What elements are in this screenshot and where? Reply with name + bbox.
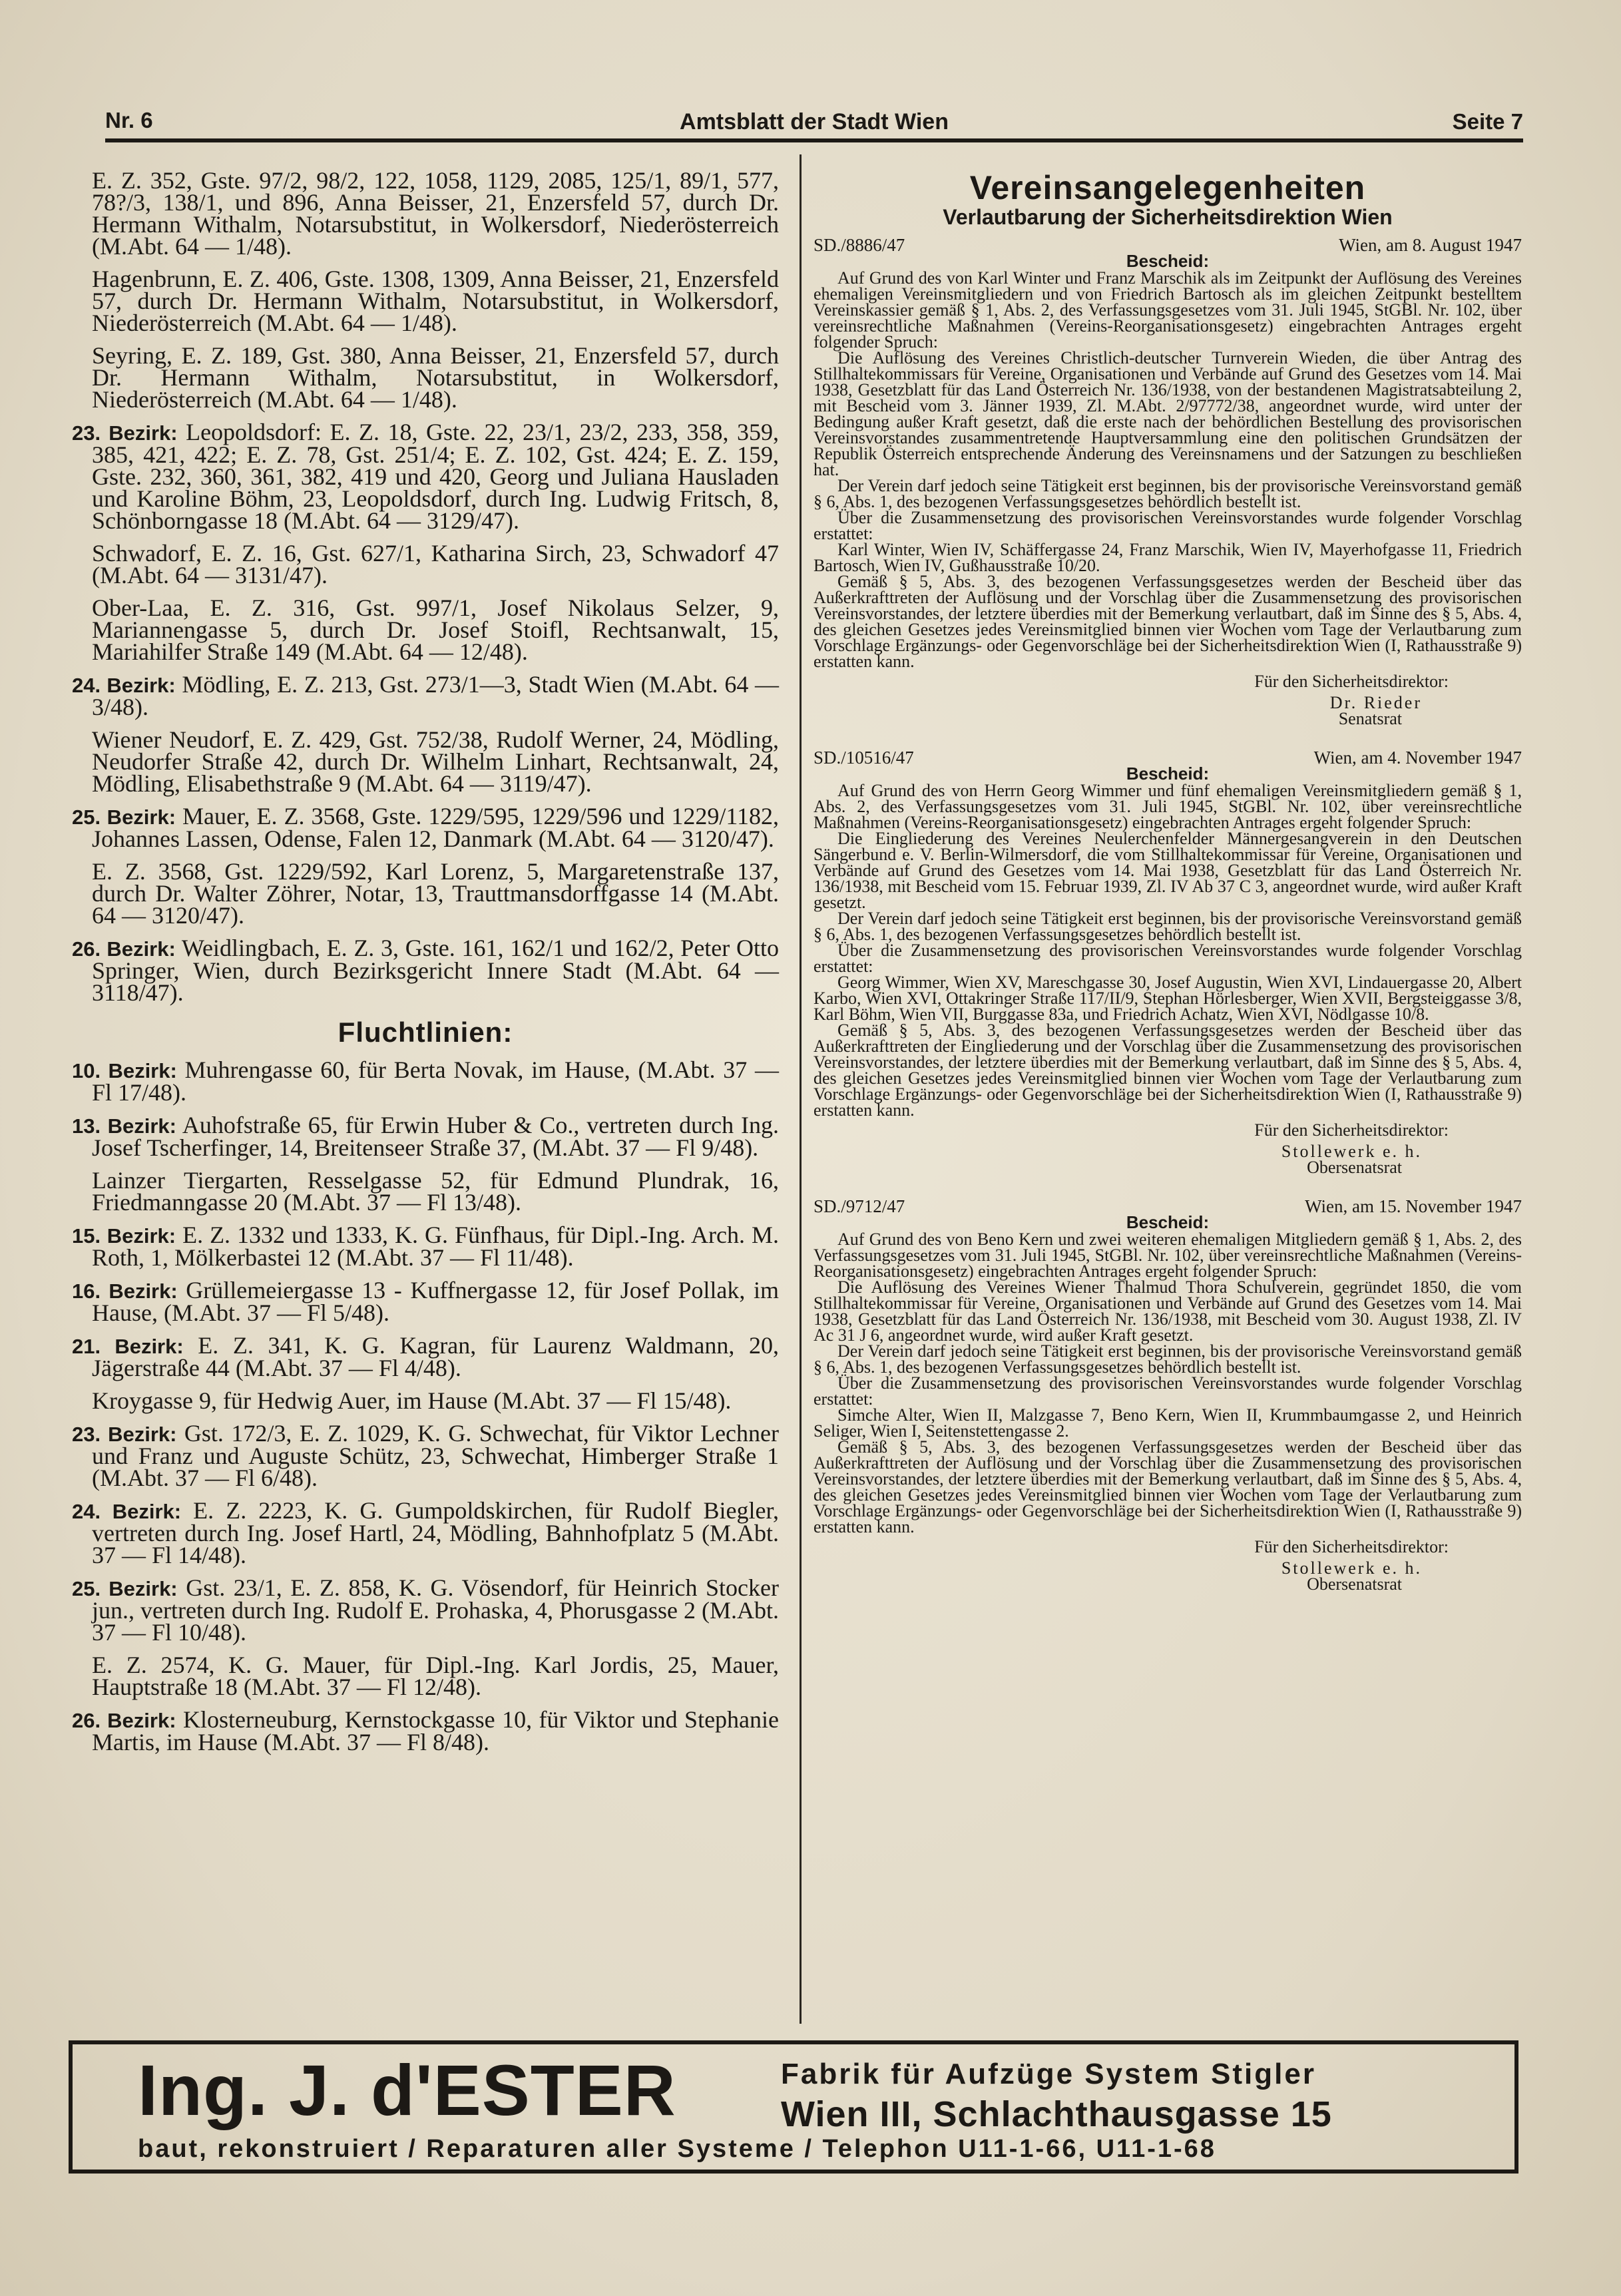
entry-text: Schwadorf, E. Z. 16, Gst. 627/1, Katharina Sirch, 23, Schwadorf 47 (M.Abt. 64 — 3131/47).	[92, 540, 779, 588]
list-item	[72, 1224, 779, 1269]
signature-rank: Senatsrat	[1338, 709, 1402, 728]
bezirk-label: 26. Bezirk:	[72, 1709, 176, 1732]
section-subheading: Verlautbarung der Sicherheitsdirektion Wien	[943, 205, 1393, 229]
notice-bescheid-label: Bescheid:	[1126, 251, 1210, 271]
column-divider	[800, 154, 802, 2024]
bezirk-label: 25. Bezirk:	[72, 1577, 178, 1600]
entry-text: E. Z. 3568, Gst. 1229/592, Karl Lorenz, 5, Margaretenstraße 137, durch Dr. Walter Zöhrer, Notar, 13, Trauttmansdorffgasse 14 (M.Abt. 64 — 3120/47).	[92, 858, 779, 929]
notice-blocks	[813, 237, 1522, 1592]
entry-text: Muhrengasse 60, für Berta Novak, im Hause, (M.Abt. 37 — Fl 17/48).	[92, 1056, 779, 1106]
signature-line: Für den Sicherheitsdirektor:	[1254, 672, 1449, 691]
notice-paragraph: Über die Zusammensetzung des provisorischen Vereinsvorstandes wurde folgender Vorschlag erstattet:	[813, 941, 1522, 976]
list-item	[72, 1497, 779, 1568]
bezirk-label: 16. Bezirk:	[72, 1279, 178, 1303]
entry-text: Gst. 172/3, E. Z. 1029, K. G. Schwechat, für Viktor Lechner und Franz und Auguste Schütz, 23, Schwechat, Himberger Straße 1 (M.Abt. 37 — Fl 6/48).	[92, 1420, 780, 1491]
bezirk-label: 24. Bezirk:	[72, 1500, 182, 1523]
issue-number: Nr. 6	[105, 108, 153, 132]
list-item	[72, 1654, 779, 1698]
notice-paragraph: Karl Winter, Wien IV, Schäffergasse 24, Franz Marschik, Wien IV, Mayerhofgasse 11, Friedrich Bartosch, Wien IV, Gußhausstraße 10/20.	[813, 540, 1522, 575]
entry-text: Mauer, E. Z. 3568, Gste. 1229/595, 1229/596 und 1229/1182, Johannes Lassen, Odense, Falen 12, Danmark (M.Abt. 64 — 3120/47).	[92, 803, 780, 852]
entry-text: Wiener Neudorf, E. Z. 429, Gst. 752/38, Rudolf Werner, 24, Mödling, Neudorfer Straße 42, durch Dr. Wilhelm Linhart, Rechtsanwalt, 24, Mödling, Elisabethstraße 9 (M.Abt. 64 — 3119/47).	[92, 726, 779, 797]
signature-name: Stollewerk e. h.	[1281, 1558, 1422, 1578]
advertisement	[69, 2040, 1518, 2174]
entry-text: Lainzer Tiergarten, Resselgasse 52, für Edmund Plundrak, 16, Friedmanngasse 20 (M.Abt. 37 — Fl 13/48).	[92, 1167, 779, 1216]
bezirk-label: 15. Bezirk:	[72, 1224, 176, 1248]
notice-paragraph: Auf Grund des von Karl Winter und Franz Marschik als im Zeitpunkt der Auflösung des Vereines ehemaligen Vereinsmitgliedern und von Friedrich Bartosch als im gleichen Zeitpunkt bestelltem Vereinskassier gemäß § 1, Abs. 2, des Verfassungsgesetzes vom 31. Juli 1945, StGBl. Nr. 102, über vereinsrechtliche Maßnahmen (Vereins-Reorganisationsgesetz) eingebrachten Antrages ergeht folgender Spruch:	[813, 268, 1522, 351]
entry-text: E. Z. 2574, K. G. Mauer, für Dipl.-Ing. Karl Jordis, 25, Mauer, Hauptstraße 18 (M.Abt. 37 — Fl 12/48).	[92, 1652, 779, 1700]
notice-date: Wien, am 4. November 1947	[1313, 748, 1522, 768]
notice-paragraph: Gemäß § 5, Abs. 3, des bezogenen Verfassungsgesetzes werden der Bescheid über das Außerkrafttreten der Eingliederung und der Vorschlag über die Zusammensetzung des provisorischen Vereinsvorstandes, der letztere überdies mit der Bemerkung verlautbart, daß im Sinne des § 5, Abs. 4, des gleichen Gesetzes jedes Vereinsmitglied binnen vier Wochen vom Tage der Verlautbarung zum Vorschlage Ergänzungs- oder Gegenvorschläge bei der Sicherheitsdirektion Wien (I, Rathausstraße 9) erstatten kann.	[813, 1021, 1522, 1120]
signature-line: Für den Sicherheitsdirektor:	[1254, 1537, 1449, 1556]
notice-paragraph: Die Eingliederung des Vereines Neulerchenfelder Männergesangverein in den Deutschen Sängerbund e. V. Berlin-Wilmersdorf, die vom Stillhaltekommissar für Vereine, Organisationen und Verbände auf Grund des Gesetzes vom 14. Mai 1938, Gesetzblatt für das Land Österreich Nr. 136/1938, mit Bescheid vom 15. Februar 1939, Zl. IV Ab 37 C 3, angeordnet wurde, wird außer Kraft gesetzt.	[813, 829, 1522, 912]
list-item	[72, 1332, 779, 1381]
notice-paragraph: Der Verein darf jedoch seine Tätigkeit erst beginnen, bis der provisorische Vereinsvorstand gemäß § 6, Abs. 1, des bezogenen Verfassungsgesetzes behördlich bestellt ist.	[813, 1341, 1522, 1377]
entry-text: Seyring, E. Z. 189, Gst. 380, Anna Beisser, 21, Enzersfeld 57, durch Dr. Hermann Withalm, Notarsubstitut, in Wolkersdorf, Niederösterreich (M.Abt. 64 — 1/48).	[92, 342, 779, 413]
left-column	[72, 167, 780, 1764]
notice-ref-number: SD./9712/47	[813, 1196, 905, 1216]
list-item	[72, 1706, 780, 1755]
notice-bescheid-label: Bescheid:	[1126, 764, 1210, 784]
list-item	[72, 421, 779, 532]
entry-text: Weidlingbach, E. Z. 3, Gste. 161, 162/1 und 162/2, Peter Otto Springer, Wien, durch Bezirksgericht Innere Stadt (M.Abt. 64 — 3118/47).	[92, 935, 779, 1006]
notice-paragraph: Die Auflösung des Vereines Christlich-deutscher Turnverein Wieden, die über Antrag des Stillhaltekommissars für Vereine, Organisationen und Verbände auf Grund des Gesetzes vom 14. Mai 1938, Gesetzblatt für das Land Österreich Nr. 136/1938, von der bestandenen Magistratsabteilung 2, mit Bescheid vom 3. Jänner 1939, Zl. M.Abt. 2/97772/38, angeordnet wurde, wird unter der Bedingung außer Kraft gesetzt, daß die erste nach der behördlichen Bestellung des provisorischen Vereinsvorstandes zusammentretende Hauptversammlung eine den politischen Grundsätzen der Republik Österreich entsprechende Änderung des Vereinsnamens und der Satzungen zu beschließen hat.	[813, 348, 1522, 479]
notice-paragraph: Über die Zusammensetzung des provisorischen Vereinsvorstandes wurde folgender Vorschlag erstattet:	[813, 1373, 1522, 1409]
ad-line-services: baut, rekonstruiert / Reparaturen aller Systeme / Telephon U11-1-66, U11-1-68	[138, 2135, 1216, 2163]
bezirk-label: 21. Bezirk:	[72, 1335, 184, 1358]
property-entries	[72, 167, 780, 1006]
entry-text: E. Z. 341, K. G. Kagran, für Laurenz Waldmann, 20, Jägerstraße 44 (M.Abt. 37 — Fl 4/48).	[92, 1332, 779, 1381]
list-item	[72, 342, 779, 413]
notice-paragraph: Georg Wimmer, Wien XV, Mareschgasse 30, Josef Augustin, Wien XVI, Lindauergasse 20, Albert Karbo, Wien XVI, Ottakringer Straße 117/II/9, Stephan Hörlesberger, Wien XVII, Bergsteiggasse 3/8, Karl Böhm, Wien VII, Burggasse 83a, und Friedrich Achatz, Wien XVI, Nödlgasse 10/8.	[813, 973, 1522, 1024]
entry-text: Hagenbrunn, E. Z. 406, Gste. 1308, 1309, Anna Beisser, 21, Enzersfeld 57, durch Dr. Hermann Withalm, Notarsubstitut, in Wolkersdorf, Niederösterreich (M.Abt. 64 — 1/48).	[92, 266, 779, 336]
entry-text: Klosterneuburg, Kernstockgasse 10, für Viktor und Stephanie Martis, im Hause (M.Abt. 37 — Fl 8/48).	[92, 1706, 780, 1755]
notice-date: Wien, am 8. August 1947	[1339, 235, 1522, 255]
list-item	[72, 268, 779, 334]
signature-rank: Obersenatsrat	[1307, 1158, 1402, 1177]
publication-title: Amtsblatt der Stadt Wien	[680, 109, 949, 134]
notice-block	[813, 1198, 1522, 1592]
list-item	[72, 167, 779, 260]
bezirk-label: 10. Bezirk:	[72, 1059, 177, 1082]
notice-block	[813, 237, 1522, 727]
notice-ref-number: SD./10516/47	[813, 748, 914, 768]
entry-text: Grüllemeiergasse 13 - Kuffnergasse 12, für Josef Pollak, im Hause, (M.Abt. 37 — Fl 5/48).	[92, 1277, 779, 1326]
list-item	[72, 1114, 779, 1159]
list-item	[72, 671, 780, 720]
fluchtlinien-entries	[72, 1056, 780, 1755]
notice-paragraph: Auf Grund des von Beno Kern und zwei weiteren ehemaligen Mitgliedern gemäß § 1, Abs. 2, des Verfassungsgesetzes vom 31. Juli 1945, StGBl. Nr. 102, über vereinsrechtliche Maßnahmen (Vereins-Reorganisationsgesetz) eingebrachten Antrages ergeht folgender Spruch:	[813, 1230, 1522, 1281]
bezirk-label: 25. Bezirk:	[72, 805, 176, 829]
entry-text: E. Z. 1332 und 1333, K. G. Fünfhaus, für Dipl.-Ing. Arch. M. Roth, 1, Mölkerbastei 12 (M.Abt. 37 — Fl 11/48).	[92, 1222, 779, 1271]
notice-paragraph: Gemäß § 5, Abs. 3, des bezogenen Verfassungsgesetzes werden der Bescheid über das Außerkrafttreten der Auflösung und der Vorschlag über die Zusammensetzung des provisorischen Vereinsvorstandes, der letztere überdies mit der Bemerkung verlautbart, daß im Sinne des § 5, Abs. 4, des gleichen Gesetzes jedes Vereinsmitglied binnen vier Wochen vom Tage der Verlautbarung zum Vorschlage Ergänzungs- oder Gegenvorschläge bei der Sicherheitsdirektion Wien (I, Rathausstraße 9) erstatten kann.	[813, 572, 1522, 671]
bezirk-label: 26. Bezirk:	[72, 937, 176, 961]
notice-ref-number: SD./8886/47	[813, 235, 905, 255]
header-rule	[105, 138, 1523, 142]
entry-text: Leopoldsdorf: E. Z. 18, Gste. 22, 23/1, 23/2, 233, 358, 359, 385, 421, 422; E. Z. 78, Gst. 251/4; E. Z. 102, Gst. 424; E. Z. 159, Gste. 232, 360, 361, 382, 419 und 420, Georg und Juliana Hausladen und Karoline Böhm, 23, Leopoldsdorf, durch Ing. Ludwig Fritsch, 8, Schönborngasse 18 (M.Abt. 64 — 3129/47).	[92, 419, 779, 534]
list-item	[72, 805, 779, 850]
right-column	[813, 169, 1522, 1615]
bezirk-label: 23. Bezirk:	[72, 1423, 177, 1446]
list-item	[72, 1420, 780, 1491]
list-item	[72, 1574, 779, 1646]
list-item	[72, 937, 779, 1004]
notice-paragraph: Gemäß § 5, Abs. 3, des bezogenen Verfassungsgesetzes werden der Bescheid über das Außerkrafttreten der Auflösung und der Vorschlag über die Zusammensetzung des provisorischen Vereinsvorstandes, der letztere überdies mit der Bemerkung verlautbart, daß im Sinne des § 5, Abs. 4, des gleichen Gesetzes jedes Vereinsmitglied binnen vier Wochen vom Tage der Verlautbarung zum Vorschlage Ergänzungs- oder Gegenvorschläge bei der Sicherheitsdirektion Wien (I, Rathausstraße 9) erstatten kann.	[813, 1437, 1522, 1536]
bezirk-label: 24. Bezirk:	[72, 674, 176, 697]
ad-company-name: Ing. J. d'ESTER	[138, 2050, 676, 2130]
list-item	[72, 1056, 779, 1106]
notice-block	[813, 750, 1522, 1176]
notice-paragraph: Der Verein darf jedoch seine Tätigkeit erst beginnen, bis der provisorische Vereinsvorstand gemäß § 6, Abs. 1, des bezogenen Verfassungsgesetzes behördlich bestellt ist.	[813, 476, 1522, 511]
list-item	[72, 726, 779, 797]
entry-text: Mödling, E. Z. 213, Gst. 273/1—3, Stadt Wien (M.Abt. 64 — 3/48).	[92, 671, 780, 720]
signature-name: Dr. Rieder	[1329, 693, 1422, 712]
signature-line: Für den Sicherheitsdirektor:	[1254, 1120, 1449, 1140]
list-item	[72, 1387, 779, 1414]
entry-text: E. Z. 2223, K. G. Gumpoldskirchen, für Rudolf Biegler, vertreten durch Ing. Josef Hartl, 24, Mödling, Bahnhofplatz 5 (M.Abt. 37 — Fl 14/48).	[92, 1497, 779, 1568]
list-item	[72, 1279, 779, 1324]
entry-text: Auhofstraße 65, für Erwin Huber & Co., vertreten durch Ing. Josef Tscherfinger, 14, Breitenseer Straße 37, (M.Abt. 37 — Fl 9/48).	[92, 1112, 779, 1161]
notice-paragraph: Der Verein darf jedoch seine Tätigkeit erst beginnen, bis der provisorische Vereinsvorstand gemäß § 6, Abs. 1, des bezogenen Verfassungsgesetzes behördlich bestellt ist.	[813, 909, 1522, 944]
notice-paragraph: Simche Alter, Wien II, Malzgasse 7, Beno Kern, Wien II, Krummbaumgasse 2, und Heinrich Seliger, Wien I, Seitenstettengasse 2.	[813, 1405, 1522, 1441]
entry-text: E. Z. 352, Gste. 97/2, 98/2, 122, 1058, 1129, 2085, 125/1, 89/1, 577, 78?/3, 138/1, und 896, Anna Beisser, 21, Enzersfeld 57, durch Dr. Hermann Withalm, Notarsubstitut, in Wolkersdorf, Niederösterreich (M.Abt. 64 — 1/48).	[92, 167, 779, 260]
signature-rank: Obersenatsrat	[1307, 1574, 1402, 1594]
entry-text: Ober-Laa, E. Z. 316, Gst. 997/1, Josef Nikolaus Selzer, 9, Mariannengasse 5, durch Dr. Josef Stoifl, Rechtsanwalt, 15, Mariahilfer Straße 149 (M.Abt. 64 — 12/48).	[92, 594, 779, 665]
section-heading-fluchtlinien: Fluchtlinien:	[338, 1017, 513, 1048]
bezirk-label: 23. Bezirk:	[72, 421, 178, 445]
section-heading-vereinsangelegenheiten: Vereinsangelegenheiten	[969, 169, 1366, 206]
list-item	[72, 1167, 779, 1216]
notice-paragraph: Über die Zusammensetzung des provisorischen Vereinsvorstandes wurde folgender Vorschlag erstattet:	[813, 508, 1522, 543]
list-item	[72, 594, 779, 665]
list-item	[72, 540, 779, 588]
list-item	[72, 858, 779, 929]
entry-text: Kroygasse 9, für Hedwig Auer, im Hause (M.Abt. 37 — Fl 15/48).	[92, 1387, 732, 1414]
notice-bescheid-label: Bescheid:	[1126, 1212, 1210, 1232]
bezirk-label: 13. Bezirk:	[72, 1114, 176, 1138]
notice-date: Wien, am 15. November 1947	[1305, 1196, 1522, 1216]
ad-line-factory: Fabrik für Aufzüge System Stigler	[781, 2058, 1316, 2090]
notice-paragraph: Die Auflösung des Vereines Wiener Thalmud Thora Schulverein, gegründet 1850, die vom Stillhaltekommissar für Vereine, Organisationen und Verbände auf Grund des Gesetzes vom 14. Mai 1938, Gesetzblatt für das Land Österreich Nr. 136/1938, mit Bescheid vom 30. August 1938, Zl. IV Ac 31 J 6, angeordnet wurde, wird außer Kraft gesetzt.	[813, 1277, 1522, 1345]
signature-name: Stollewerk e. h.	[1281, 1142, 1422, 1161]
notice-paragraph: Auf Grund des von Herrn Georg Wimmer und fünf ehemaligen Vereinsmitgliedern gemäß § 1, Abs. 2, des Verfassungsgesetzes vom 31. Juli 1945, StGBl. Nr. 102, über vereinsrechtliche Maßnahmen (Vereins-Reorganisationsgesetz) eingebrachten Antrages ergeht folgender Spruch:	[813, 781, 1522, 832]
entry-text: Gst. 23/1, E. Z. 858, K. G. Vösendorf, für Heinrich Stocker jun., vertreten durch Ing. Rudolf E. Prohaska, 4, Phorusgasse 2 (M.Abt. 37 — Fl 10/48).	[92, 1574, 779, 1646]
page-number: Seite 7	[1452, 109, 1523, 134]
page-header	[105, 100, 1523, 140]
ad-line-address: Wien III, Schlachthausgasse 15	[781, 2094, 1332, 2134]
